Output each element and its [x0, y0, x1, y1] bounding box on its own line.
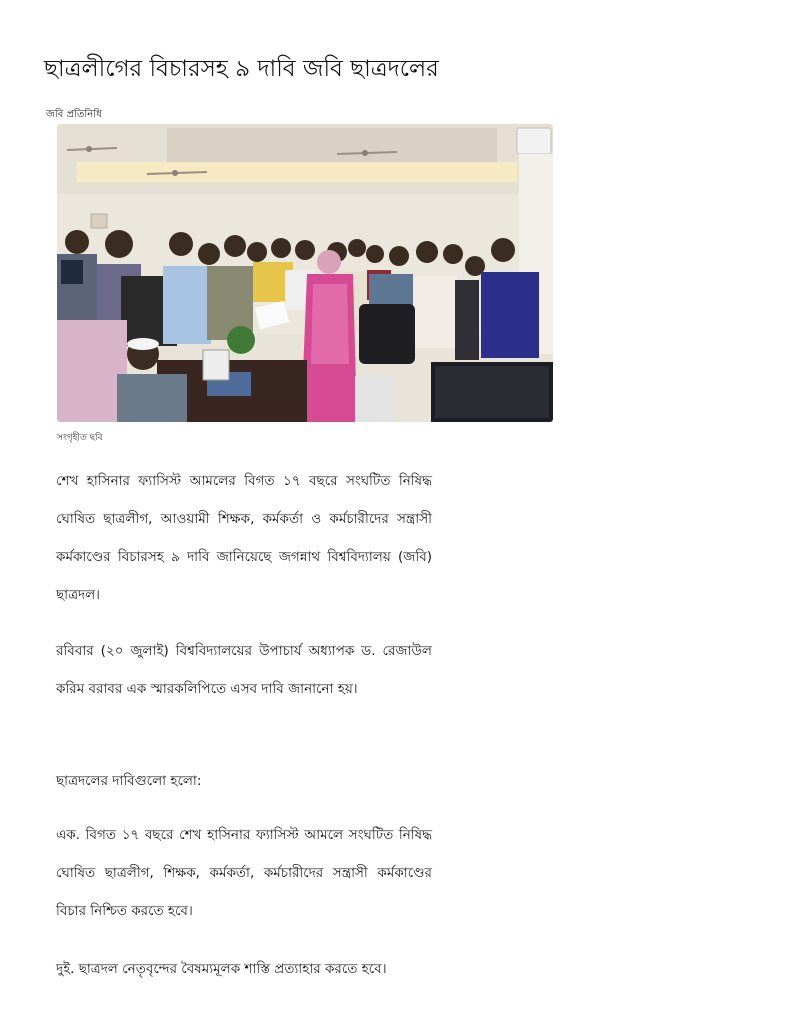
- paragraph-intro: শেখ হাসিনার ফ্যাসিস্ট আমলের বিগত ১৭ বছরে সংঘটিত নিষিদ্ধ ঘোষিত ছাত্রলীগ, আওয়ামী শিক্ষক, কর্মকর্তা ও কর্মচারীদের সন্ত্রাসী কর্মকাণ্ডের বিচারসহ ৯ দাবি জানিয়েছে জগন্নাথ বিশ্ববিদ্যালয় (জবি) ছাত্রদল।: [56, 473, 432, 603]
- person-white-shirt-right: [413, 276, 457, 348]
- prayer-cap: [127, 338, 159, 350]
- person-front-left: [57, 320, 127, 422]
- wall-frame: [91, 214, 107, 228]
- air-conditioner: [517, 128, 551, 154]
- news-photo: [57, 124, 553, 422]
- byline: জবি প্রতিনিধি: [46, 109, 102, 120]
- paragraph-demands-heading: ছাত্রদলের দাবিগুলো হলো:: [56, 773, 202, 789]
- paragraph-demand-two: দুই. ছাত্রদল নেতৃবৃন্দের বৈষম্যমূলক শাস্তি প্রত্যাহার করতে হবে।: [56, 961, 387, 977]
- desk-nameplate: [203, 350, 229, 380]
- headline: ছাত্রলীগের বিচারসহ ৯ দাবি জবি ছাত্রদলের: [44, 56, 439, 82]
- ceiling-light-strip: [77, 162, 517, 182]
- vice-chancellor-figure: [301, 250, 357, 422]
- desk-plant: [227, 326, 255, 354]
- paragraph-demand-one: এক. বিগত ১৭ বছরে শেখ হাসিনার ফ্যাসিস্ট আমলে সংঘটিত নিষিদ্ধ ঘোষিত ছাত্রলীগ, শিক্ষক, কর্মকর্তা, কর্মচারীদের সন্ত্রাসী কর্মকাণ্ডের বিচার নিশ্চিত করতে হবে।: [56, 827, 432, 919]
- photo-caption: সংগৃহীত ছবি: [57, 433, 103, 443]
- phone-camera: [61, 260, 83, 284]
- person-jersey: [481, 272, 539, 358]
- person-front-seated: [117, 374, 187, 422]
- news-photo-illustration: [57, 124, 553, 422]
- paragraph-memorandum: রবিবার (২০ জুলাই) বিশ্ববিদ্যালয়ের উপাচার্য অধ্যাপক ড. রেজাউল করিম বরাবর এক স্মারকলিপিতে এসব দাবি জানানো হয়।: [56, 643, 432, 697]
- ceiling-panel: [167, 128, 497, 162]
- person-light-blue-shirt: [163, 266, 211, 344]
- monitor-screen: [435, 366, 549, 418]
- white-box: [355, 376, 395, 422]
- office-chair: [359, 304, 415, 364]
- person-dark-shirt: [455, 280, 479, 360]
